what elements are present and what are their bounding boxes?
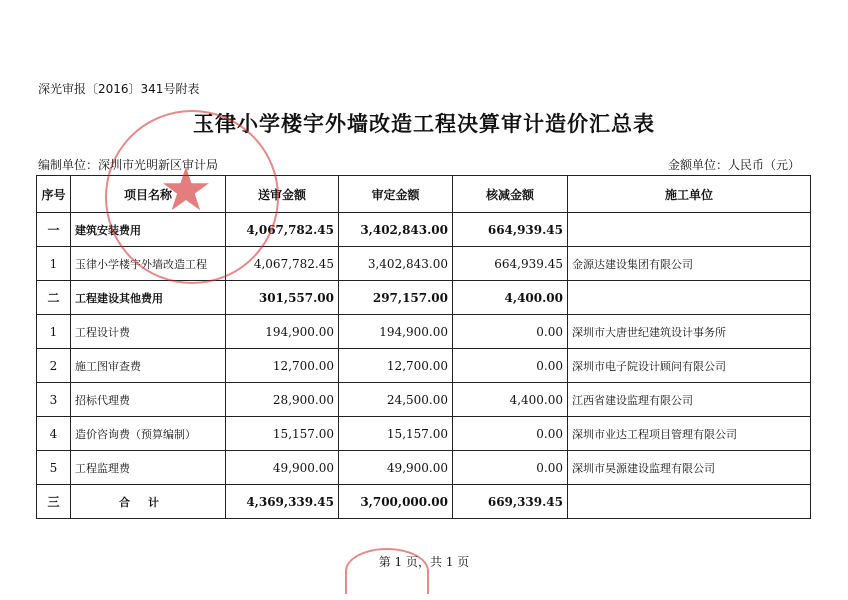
cell-project-name: 施工图审查费 bbox=[71, 349, 226, 383]
cell-approved-amount: 3,402,843.00 bbox=[339, 247, 453, 281]
cell-seq: 5 bbox=[37, 451, 71, 485]
cell-reduced-amount: 664,939.45 bbox=[453, 247, 568, 281]
cell-contractor bbox=[568, 213, 811, 247]
prepared-by-label: 编制单位：深圳市光明新区审计局 bbox=[38, 158, 219, 172]
page-number: 第 1 页，共 1 页 bbox=[378, 555, 470, 569]
cell-project-name: 造价咨询费（预算编制） bbox=[71, 417, 226, 451]
table-row bbox=[37, 417, 811, 451]
table-row bbox=[37, 281, 811, 315]
cell-project-name: 招标代理费 bbox=[71, 383, 226, 417]
header-project-name: 项目名称 bbox=[71, 176, 226, 213]
cell-seq: 3 bbox=[37, 383, 71, 417]
cell-reduced-amount: 0.00 bbox=[453, 349, 568, 383]
cell-contractor: 江西省建设监理有限公司 bbox=[568, 383, 811, 417]
official-seal-icon bbox=[105, 110, 279, 284]
cell-reduced-amount: 664,939.45 bbox=[453, 213, 568, 247]
document-title: 玉律小学楼宇外墙改造工程决算审计造价汇总表 bbox=[193, 112, 655, 136]
cell-seq: 1 bbox=[37, 315, 71, 349]
cell-project-name: 工程建设其他费用 bbox=[71, 281, 226, 315]
cell-submitted-amount: 28,900.00 bbox=[226, 383, 339, 417]
table-row bbox=[37, 451, 811, 485]
cell-submitted-amount: 12,700.00 bbox=[226, 349, 339, 383]
cell-project-name: 玉律小学楼宇外墙改造工程 bbox=[71, 247, 226, 281]
cell-contractor bbox=[568, 485, 811, 519]
cell-approved-amount: 24,500.00 bbox=[339, 383, 453, 417]
cell-contractor: 深圳市昊源建设监理有限公司 bbox=[568, 451, 811, 485]
cell-approved-amount: 49,900.00 bbox=[339, 451, 453, 485]
cell-approved-amount: 15,157.00 bbox=[339, 417, 453, 451]
document-reference: 深光审报〔2016〕341号附表 bbox=[38, 82, 200, 96]
seal-star-icon: ★ bbox=[159, 155, 213, 225]
cell-contractor bbox=[568, 281, 811, 315]
header-approved-amount: 审定金额 bbox=[339, 176, 453, 213]
table-row bbox=[37, 315, 811, 349]
cell-submitted-amount: 301,557.00 bbox=[226, 281, 339, 315]
cell-seq: 4 bbox=[37, 417, 71, 451]
cell-contractor: 深圳市大唐世纪建筑设计事务所 bbox=[568, 315, 811, 349]
cell-contractor: 深圳市电子院设计顾问有限公司 bbox=[568, 349, 811, 383]
cell-submitted-amount: 15,157.00 bbox=[226, 417, 339, 451]
partial-seal-icon bbox=[345, 548, 429, 594]
cell-reduced-amount: 0.00 bbox=[453, 417, 568, 451]
cell-reduced-amount: 669,339.45 bbox=[453, 485, 568, 519]
header-reduced-amount: 核减金额 bbox=[453, 176, 568, 213]
table-row bbox=[37, 383, 811, 417]
cell-seq: 2 bbox=[37, 349, 71, 383]
cell-approved-amount: 3,700,000.00 bbox=[339, 485, 453, 519]
cell-contractor: 金源达建设集团有限公司 bbox=[568, 247, 811, 281]
cell-reduced-amount: 4,400.00 bbox=[453, 383, 568, 417]
cell-approved-amount: 194,900.00 bbox=[339, 315, 453, 349]
cell-reduced-amount: 0.00 bbox=[453, 315, 568, 349]
cell-reduced-amount: 0.00 bbox=[453, 451, 568, 485]
cell-submitted-amount: 49,900.00 bbox=[226, 451, 339, 485]
cell-submitted-amount: 4,067,782.45 bbox=[226, 213, 339, 247]
cell-project-name: 工程设计费 bbox=[71, 315, 226, 349]
cell-project-name: 建筑安装费用 bbox=[71, 213, 226, 247]
cell-seq: 二 bbox=[37, 281, 71, 315]
cell-submitted-amount: 194,900.00 bbox=[226, 315, 339, 349]
cell-approved-amount: 297,157.00 bbox=[339, 281, 453, 315]
amount-unit-label: 金额单位：人民币（元） bbox=[667, 158, 800, 172]
cell-submitted-amount: 4,067,782.45 bbox=[226, 247, 339, 281]
table-total-row bbox=[37, 485, 811, 519]
header-seq: 序号 bbox=[37, 176, 71, 213]
cell-contractor: 深圳市业达工程项目管理有限公司 bbox=[568, 417, 811, 451]
cell-seq: 三 bbox=[37, 485, 71, 519]
cell-seq: 一 bbox=[37, 213, 71, 247]
cell-approved-amount: 3,402,843.00 bbox=[339, 213, 453, 247]
cell-seq: 1 bbox=[37, 247, 71, 281]
cell-project-name: 合计 bbox=[71, 485, 226, 519]
cell-project-name: 工程监理费 bbox=[71, 451, 226, 485]
table-row bbox=[37, 349, 811, 383]
header-contractor: 施工单位 bbox=[568, 176, 811, 213]
cell-submitted-amount: 4,369,339.45 bbox=[226, 485, 339, 519]
header-submitted-amount: 送审金额 bbox=[226, 176, 339, 213]
cell-reduced-amount: 4,400.00 bbox=[453, 281, 568, 315]
cell-approved-amount: 12,700.00 bbox=[339, 349, 453, 383]
